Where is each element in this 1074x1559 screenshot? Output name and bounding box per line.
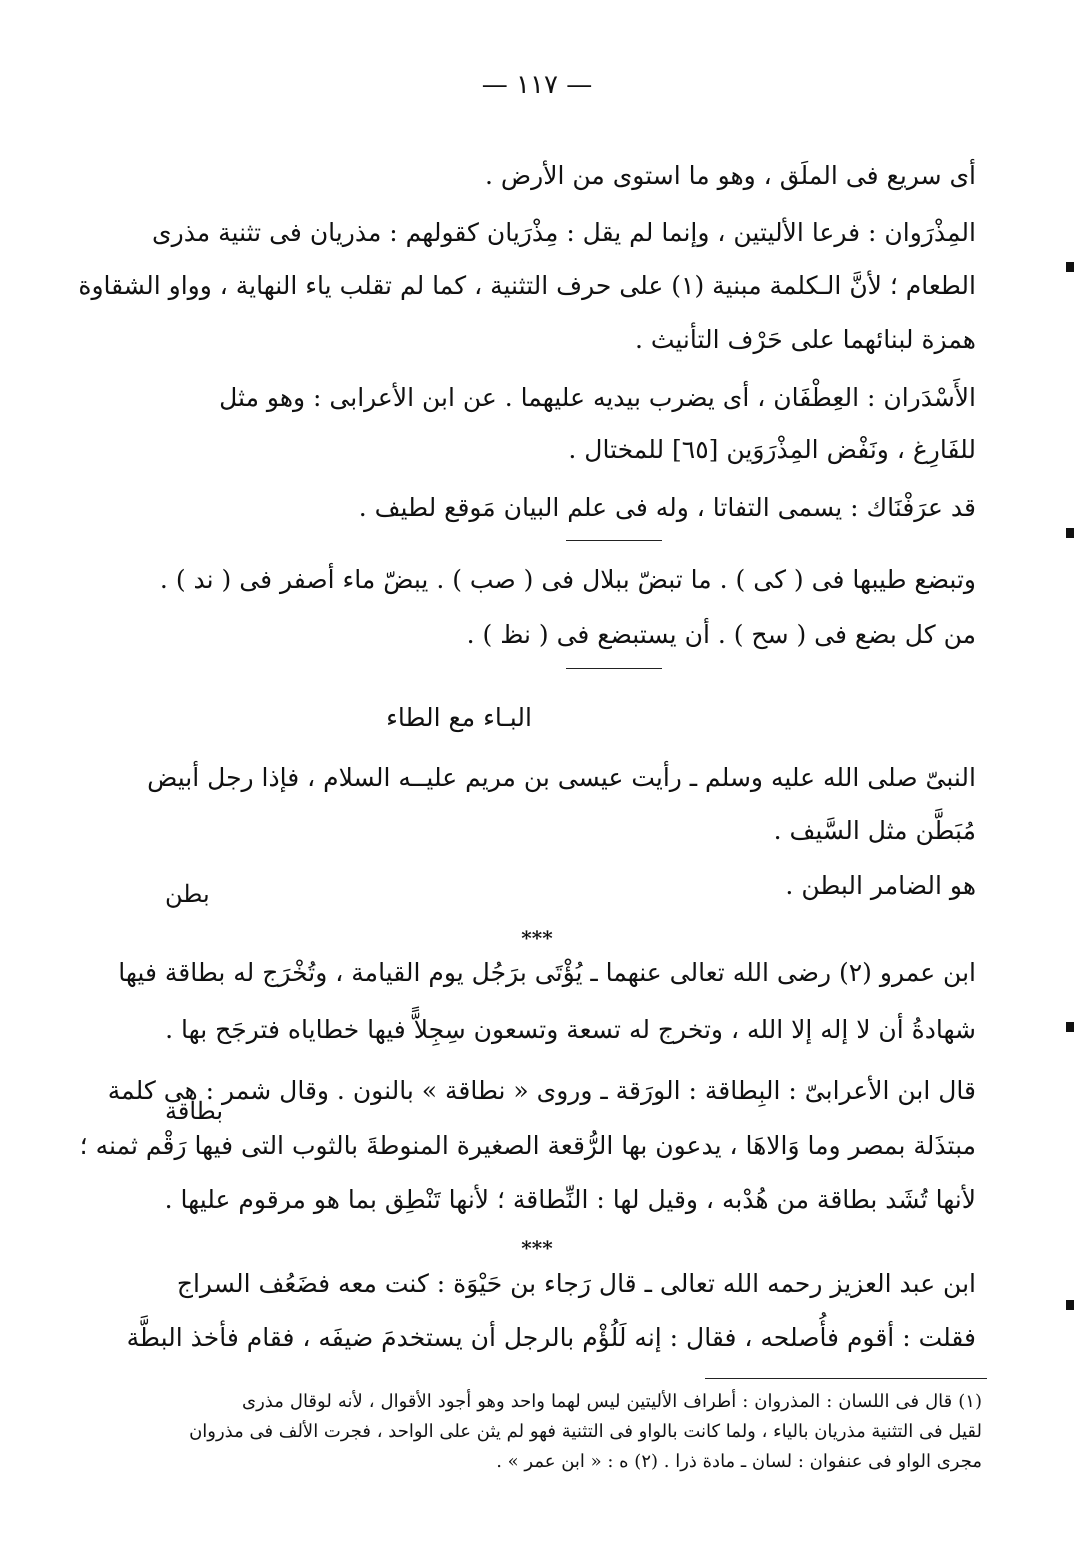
text-line-14: شهادةُ أن لا إله إلا الله ، وتخرج له تسعة وتسعون سِجِلاًّ فيها خطاياه فترجَح بها . (165, 1015, 976, 1044)
text-line-12: هو الضامر البطن . (785, 871, 976, 900)
text-line-15: قال ابن الأعرابىّ : البِطاقة : الورَقة ـ وروى « نطاقة » بالنون . وقال شمر : هى كلمة (107, 1076, 976, 1105)
text-line-11: مُبَطَّن مثل السَّيف . (773, 816, 976, 845)
text-line-3: الطعام ؛ لأنَّ الـكلمة مبنية (١) على حرف التثنية ، كما لم تقلب ياء النهاية ، وواو الشقاوة (78, 271, 976, 300)
text-line-13: ابن عمرو (٢) رضى الله تعالى عنهما ـ يُؤْتَى برَجُل يوم القيامة ، وتُخْرَج له بطاقة فيها (118, 958, 976, 987)
text-line-2: المِذْرَوان : فرعا الأليتين ، وإنما لم يقل : مِذْرَيان كقولهم : مذريان فى تثنية مذرى (152, 218, 976, 247)
text-line-5: الأَسْدَران : العِطْفَان ، أى يضرب بيديه عليهما . عن ابن الأعرابى : وهو مثل (219, 383, 976, 412)
margin-note-batn: بطن (165, 880, 210, 908)
text-line-1: أى سريع فى الملَق ، وهو ما استوى من الأرض . (485, 161, 976, 190)
text-line-9: من كل بضع فى ( سح ) . أن يستبضع فى ( نظ ) . (466, 620, 976, 649)
text-line-17: لأنها تُشَد بطاقة من هُدْبه ، وقيل لها : النِّطاقة ؛ لأنها تَنْطِق بما هو مرقوم عليها . (164, 1185, 976, 1214)
text-line-8: وتبضع طيبها فى ( كى ) . ما تبضّ ببلال فى ( صب ) . يبضّ ماء أصفر فى ( ند ) . (159, 565, 976, 594)
text-line-6: للفَارِغ ، ونَفْض المِذْرَوَين [٦٥] للمختال . (568, 435, 976, 464)
text-line-18: ابن عبد العزيز رحمه الله تعالى ـ قال رَجاء بن حَيْوَة : كنت معه فضَعُف السراج (176, 1269, 976, 1298)
page-number: — ١١٧ — (481, 70, 593, 100)
margin-note-bitaqa: بطاقة (165, 1097, 224, 1125)
text-line-10: النبىّ صلى الله عليه وسلم ـ رأيت عيسى بن مريم عليــه السلام ، فإذا رجل أبيض (147, 763, 976, 792)
footnote-line-2: لقيل فى التثنية مذريان بالياء ، ولما كانت بالواو فى التثنية فهو لم يثن على الواحد ، فجرت الألف فى مذروان (189, 1421, 982, 1442)
footnote-line-1: (١) قال فى اللسان : المذروان : أطراف الأليتين ليس لهما واحد وهو أجود الأقوال ، لأنه لوقال مذرى (242, 1391, 982, 1412)
separator-stars: *** (521, 1236, 553, 1260)
section-heading: البـاء مع الطاء (386, 703, 532, 732)
footnote-line-3: مجرى الواو فى عنفوان : لسان ـ مادة ذرا . (٢) ه : « ابن عمر » . (496, 1451, 982, 1472)
text-line-19: فقلت : أقوم فأُصلحه ، فقال : إنه لَلُؤْم بالرجل أن يستخدمَ ضيفَه ، فقام فأخذ البطَّة (126, 1323, 976, 1352)
text-line-7: قد عرَفْنَاك : يسمى التفاتا ، وله فى علم البيان مَوقع لطيف . (358, 493, 976, 522)
section-divider (566, 540, 662, 541)
separator-stars: *** (521, 926, 553, 950)
section-divider (566, 668, 662, 669)
text-line-16: مبتذَلة بمصر وما وَالاهَا ، يدعون بها الرُّقعة الصغيرة المنوطةَ بالثوب التى فيها رَقْم ثمنه ؛ (79, 1131, 976, 1160)
footnote-rule (705, 1378, 987, 1379)
scan-edge-mark (1066, 1300, 1074, 1310)
text-line-4: همزة لبنائهما على حَرْف التأنيث . (634, 325, 976, 354)
scan-edge-mark (1066, 262, 1074, 272)
scan-edge-mark (1066, 528, 1074, 538)
scan-edge-mark (1066, 1022, 1074, 1032)
